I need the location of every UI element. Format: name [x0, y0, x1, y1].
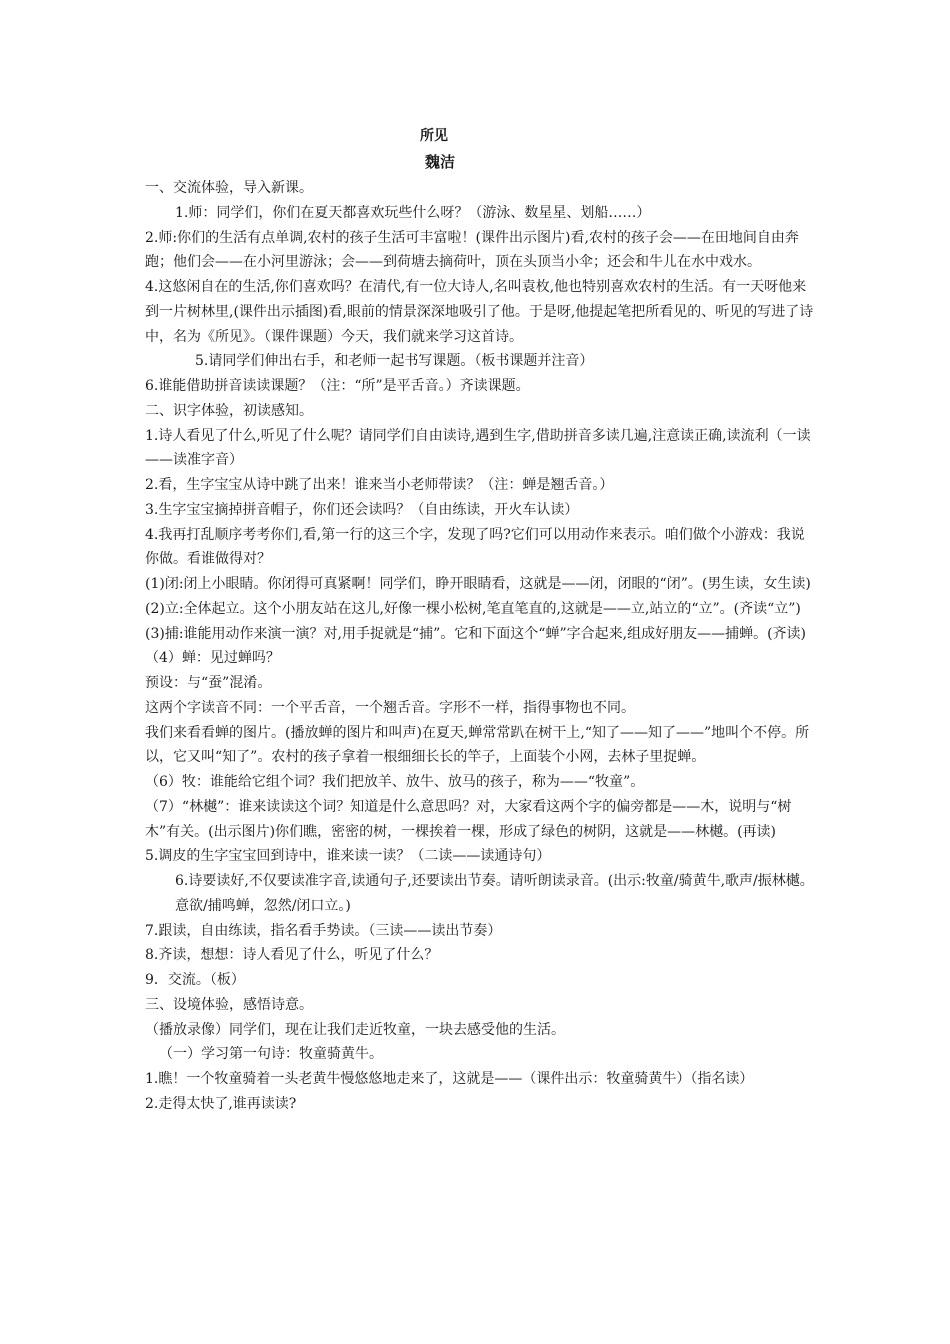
document-body: [145, 176, 815, 1117]
paragraph: (3)捕:谁能用动作来演一演？对,用手捉就是“捕”。它和下面这个“蝉”字合起来,组成好朋友——捕蝉。(齐读): [145, 625, 806, 642]
paragraph: 二、识字体验，初读感知。: [145, 402, 313, 419]
paragraph: （6）牧：谁能给它组个词？我们把放羊、放牛、放马的孩子，称为——“牧童”。: [145, 774, 645, 790]
paragraph: 6.诗要读好,不仅要读准字音,读通句子,还要读出节奏。请听朗读录音。(出示:牧童/骑黄牛,歌声/振林樾。意欲/捕鸣蝉，忽然/闭口立。): [175, 873, 814, 914]
paragraph: 2.师:你们的生活有点单调,农村的孩子生活可丰富啦！(课件出示图片)看,农村的孩子会——在田地间自由奔跑；他们会——在小河里游泳；会——到荷塘去摘荷叶，顶在头顶当小伞；还会和牛儿在水中戏水。: [145, 229, 799, 271]
paragraph: 4.这悠闲自在的生活,你们喜欢吗？在清代,有一位大诗人,名叫袁枚,他也特别喜欢农村的生活。有一天呀他来到一片树林里,(课件出示插图)看,眼前的情景深深地吸引了他。于是呀,他提起笔把所看见的、听见的写进了诗中，名为《所见》。（课件课题）今天，我们就来学习这首诗。: [145, 279, 814, 345]
paragraph: (2)立:全体起立。这个小朋友站在这儿,好像一棵小松树,笔直笔直的,这就是——立,站立的“立”。(齐读“立”): [145, 600, 801, 617]
paragraph: 1.师：同学们，你们在夏天都喜欢玩些什么呀？（游泳、数星星、划船……）: [175, 204, 651, 221]
paragraph: （播放录像）同学们，现在让我们走近牧童，一块去感受他的生活。: [145, 1021, 565, 1038]
paragraph: (1)闭:闭上小眼睛。你闭得可真紧啊！同学们，睁开眼睛看，这就是——闭，闭眼的“闭”。(男生读，女生读): [145, 576, 811, 592]
paragraph: 8.齐读，想想：诗人看见了什么，听见了什么？: [145, 947, 439, 964]
paragraph: 我们来看看蝉的图片。(播放蝉的图片和叫声)在夏天,蝉常常趴在树干上,“知了——知了——”地叫个不停。所以，它又叫“知了”。农村的孩子拿着一根细细长长的竿子，上面装个小网，去林子里捉蝉。: [145, 724, 810, 766]
paragraph: 7.跟读，自由练读，指名看手势读。（三读——读出节奏）: [145, 922, 502, 939]
paragraph: 2.看，生字宝宝从诗中跳了出来！谁来当小老师带读？（注：蝉是翘舌音。）: [145, 477, 614, 493]
paragraph: 5.调皮的生字宝宝回到诗中，谁来读一读？（二读——读通诗句）: [145, 848, 551, 865]
paragraph: 1.瞧！一个牧童骑着一头老黄牛慢悠悠地走来了，这就是——（课件出示：牧童骑黄牛）（指名读）: [145, 1071, 754, 1087]
paragraph: 5.请同学们伸出右手，和老师一起书写课题。（板书课题并注音）: [195, 353, 594, 370]
paragraph: 这两个字读音不同：一个平舌音，一个翘舌音。字形不一样，指得事物也不同。: [145, 699, 635, 716]
paragraph: 1.诗人看见了什么,听见了什么呢？请同学们自由读诗,遇到生字,借助拼音多读几遍,注意读正确,读流利（一读——读准字音）: [145, 427, 811, 469]
paragraph: 6.谁能借助拼音读读课题？（注：“所”是平舌音。）齐读课题。: [145, 378, 530, 394]
paragraph: 三、设境体验，感悟诗意。: [145, 996, 313, 1013]
paragraph: （7）“林樾”：谁来读读这个词？知道是什么意思吗？对，大家看这两个字的偏旁都是——木，说明与“树木”有关。(出示图片)你们瞧，密密的树，一棵挨着一棵，形成了绿色的树阴，这就是——林樾。(再读): [145, 798, 792, 840]
paragraph: 9．交流。（板）: [145, 972, 245, 988]
paragraph: 2.走得太快了,谁再读读?: [145, 1095, 297, 1112]
document-author: 魏洁: [424, 153, 455, 171]
paragraph: 预设：与“蚕”混淆。: [145, 675, 272, 691]
paragraph: 一、交流体验，导入新课。: [145, 180, 313, 196]
document-title: 所见: [420, 128, 448, 144]
paragraph: （一）学习第一句诗：牧童骑黄牛。: [159, 1046, 383, 1063]
paragraph: （4）蝉：见过蝉吗？: [145, 650, 280, 667]
paragraph: 4.我再打乱顺序考考你们,看,第一行的这三个字，发现了吗?它们可以用动作来表示。咱们做个小游戏：我说你做。看谁做得对？: [145, 526, 805, 568]
paragraph: 3.生字宝宝摘掉拼音帽子，你们还会读吗？（自由练读，开火车认读）: [145, 501, 579, 518]
